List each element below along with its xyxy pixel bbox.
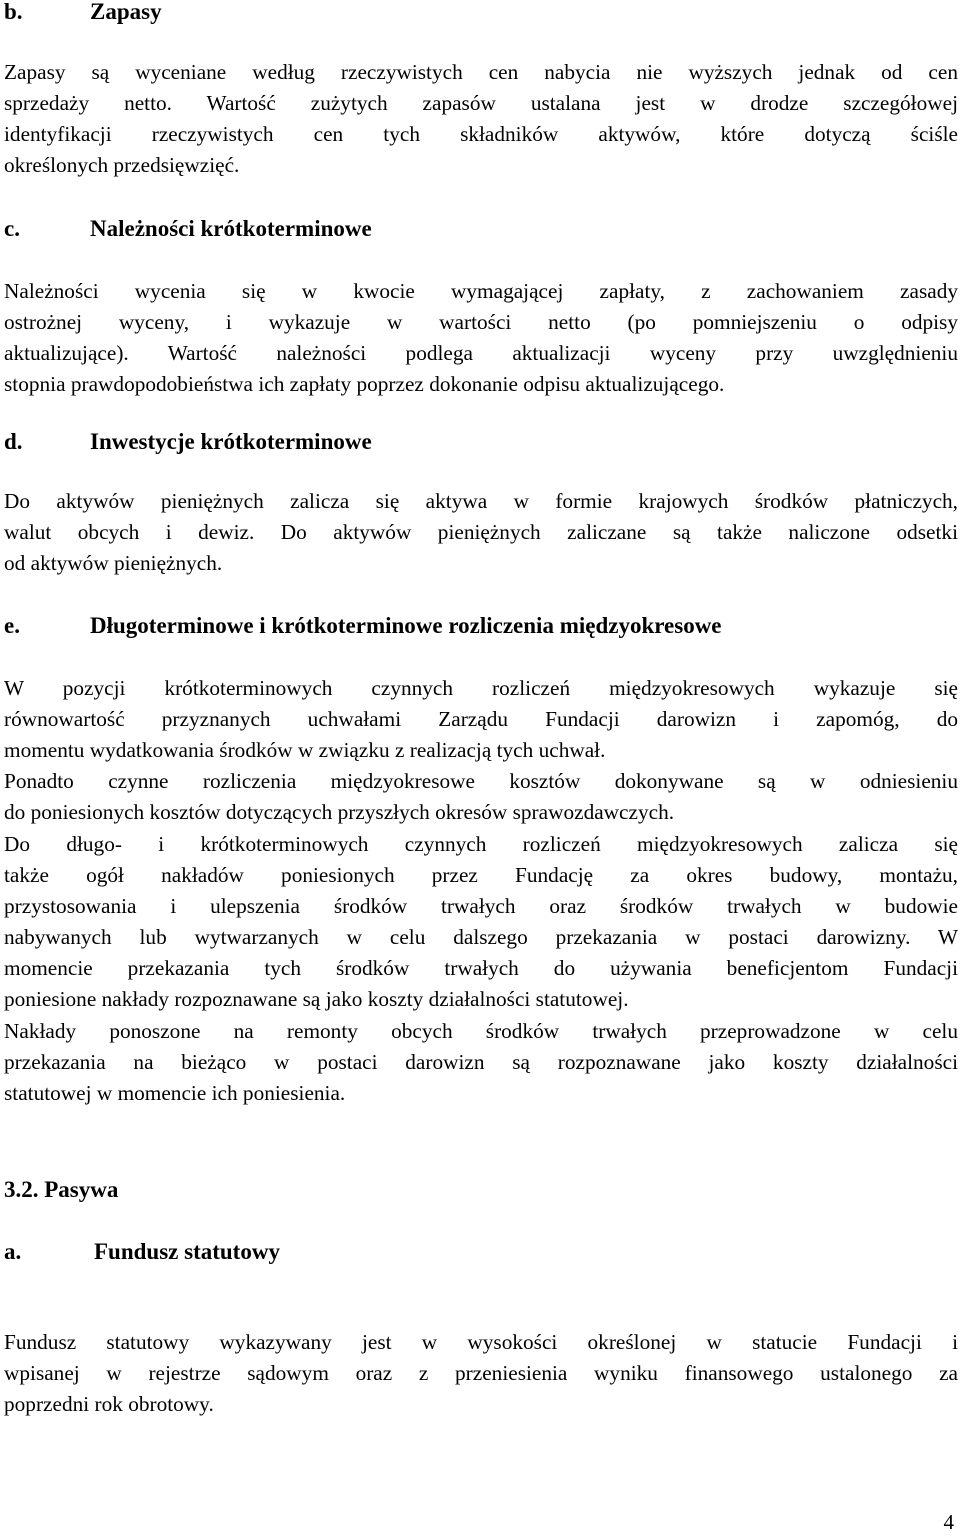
section-title: Inwestycje krótkoterminowe [90,429,372,454]
section-number: c. [4,216,20,241]
text-line: Ponadto czynne rozliczenia międzyokresowe kosztów dokonywane są w odniesieniu [4,769,958,793]
text-line: statutowej w momencie ich poniesienia. [4,1081,346,1105]
section-heading-naleznosci [4,215,372,243]
text-line: Do długo- i krótkoterminowych czynnych rozliczeń międzyokresowych zalicza się [4,832,958,856]
text-line: od aktywów pieniężnych. [4,551,223,575]
paragraph-zapasy [4,57,958,181]
section-heading-zapasy [4,0,162,26]
paragraph-rozliczenia-1 [4,673,958,766]
text-line: Fundusz statutowy wykazywany jest w wysokości określonej w statucie Fundacji i [4,1330,958,1354]
section-number: d. [4,429,23,454]
text-line: aktualizujące). Wartość należności podlega aktualizacji wyceny przy uwzględnieniu [4,341,958,365]
text-line: nabywanych lub wytwarzanych w celu dalszego przekazania w postaci darowizny. W [4,925,958,949]
text-line: stopnia prawdopodobieństwa ich zapłaty poprzez dokonanie odpisu aktualizującego. [4,372,725,396]
section-title: Zapasy [90,0,162,24]
section-heading-fundusz-statutowy [4,1238,280,1266]
section-number: e. [4,613,20,638]
text-line: przystosowania i ulepszenia środków trwałych oraz środków trwałych w budowie [4,894,958,918]
text-line: poniesione nakłady rozpoznawane są jako koszty działalności statutowej. [4,987,629,1011]
text-line: ostrożnej wyceny, i wykazuje w wartości netto (po pomniejszeniu o odpisy [4,310,958,334]
section-heading-rozliczenia [4,612,722,640]
text-line: Zapasy są wyceniane według rzeczywistych cen nabycia nie wyższych jednak od cen [4,60,958,84]
section-heading-inwestycje [4,428,372,456]
text-line: identyfikacji rzeczywistych cen tych składników aktywów, które dotyczą ściśle [4,122,958,146]
text-line: także ogół nakładów poniesionych przez Fundację za okres budowy, montażu, [4,863,958,887]
section-heading-pasywa [4,1176,118,1204]
section-title: 3.2. Pasywa [4,1177,119,1202]
paragraph-rozliczenia-3 [4,829,958,1015]
paragraph-rozliczenia-2 [4,766,958,828]
section-number: a. [4,1239,22,1264]
paragraph-rozliczenia-4 [4,1016,958,1109]
text-line: momentu wydatkowania środków w związku z realizacją tych uchwał. [4,738,606,762]
paragraph-inwestycje [4,486,958,579]
text-line: W pozycji krótkoterminowych czynnych rozliczeń międzyokresowych wykazuje się [4,676,958,700]
text-line: Do aktywów pieniężnych zalicza się aktywa w formie krajowych środków płatniczych, [4,489,958,513]
section-title: Długoterminowe i krótkoterminowe rozliczenia międzyokresowe [90,613,722,638]
paragraph-naleznosci [4,276,958,400]
text-line: poprzedni rok obrotowy. [4,1392,214,1416]
section-title: Należności krótkoterminowe [90,216,372,241]
text-line: wpisanej w rejestrze sądowym oraz z przeniesienia wyniku finansowego ustalonego za [4,1361,958,1385]
paragraph-fundusz-statutowy [4,1327,958,1420]
text-line: Nakłady ponoszone na remonty obcych środków trwałych przeprowadzone w celu [4,1019,958,1043]
text-line: określonych przedsięwzięć. [4,153,240,177]
text-line: równowartość przyznanych uchwałami Zarządu Fundacji darowizn i zapomóg, do [4,707,958,731]
text-line: walut obcych i dewiz. Do aktywów pieniężnych zaliczane są także naliczone odsetki [4,520,958,544]
text-line: przekazania na bieżąco w postaci darowizn są rozpoznawane jako koszty działalności [4,1050,958,1074]
text-line: do poniesionych kosztów dotyczących przyszłych okresów sprawozdawczych. [4,800,675,824]
page-number: 4 [943,1510,954,1534]
section-title: Fundusz statutowy [94,1239,280,1264]
text-line: sprzedaży netto. Wartość zużytych zapasów ustalana jest w drodze szczegółowej [4,91,958,115]
section-number: b. [4,0,23,24]
text-line: momencie przekazania tych środków trwałych do używania beneficjentom Fundacji [4,956,958,980]
text-line: Należności wycenia się w kwocie wymagającej zapłaty, z zachowaniem zasady [4,279,958,303]
